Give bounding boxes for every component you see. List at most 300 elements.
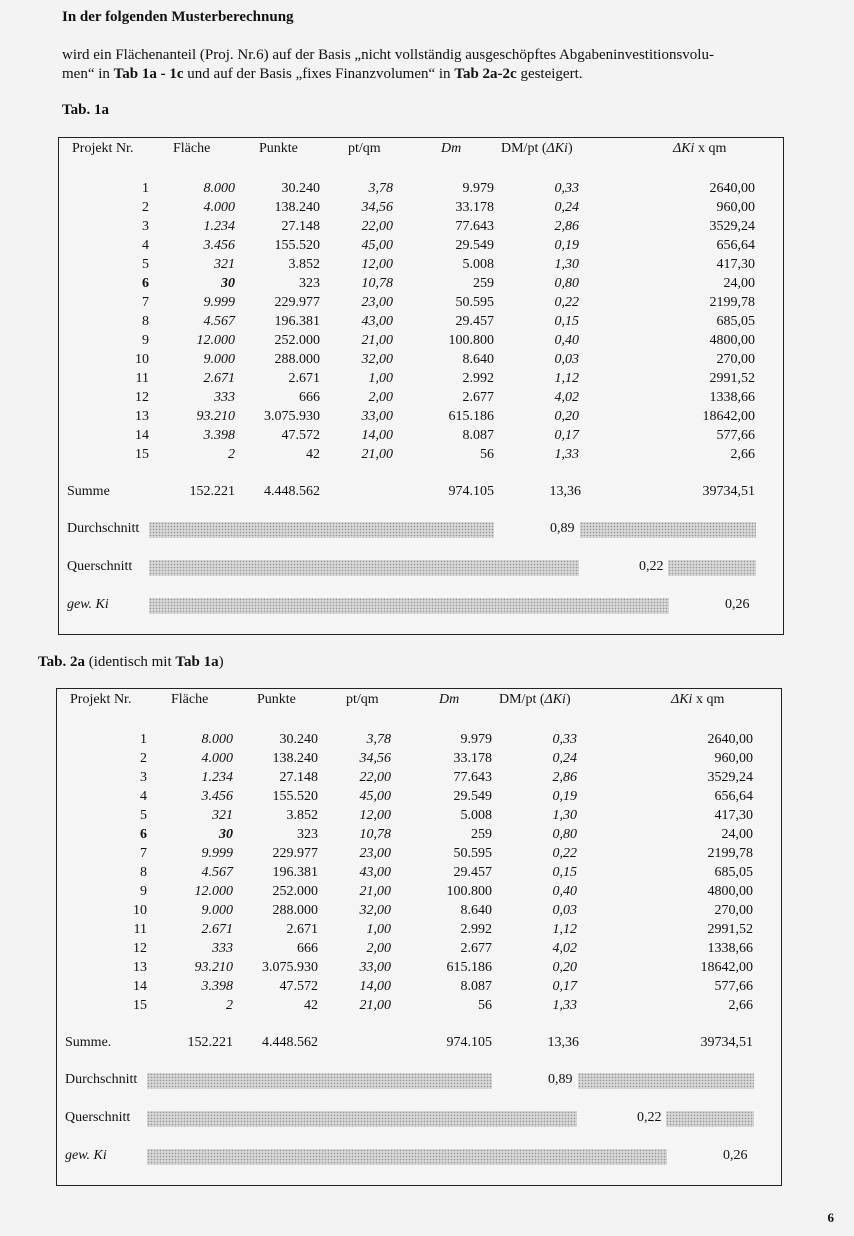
cell-dm: 9.979 bbox=[460, 732, 492, 747]
cell-kiqm: 577,66 bbox=[716, 428, 755, 443]
cell-dmpt: 4,02 bbox=[554, 390, 579, 405]
cell-punkte: 323 bbox=[299, 276, 320, 291]
cell-dmpt: 1,12 bbox=[552, 922, 577, 937]
column-header-punkte: Punkte bbox=[257, 692, 296, 707]
table-row bbox=[57, 884, 781, 903]
gewki-value: 0,26 bbox=[725, 597, 750, 612]
cell-kiqm: 2640,00 bbox=[707, 732, 753, 747]
cell-dm: 2.677 bbox=[460, 941, 492, 956]
cell-flaeche: 9.000 bbox=[203, 352, 235, 367]
cell-dmpt: 0,22 bbox=[554, 295, 579, 310]
cell-dmpt: 0,80 bbox=[554, 276, 579, 291]
cell-nr: 10 bbox=[133, 903, 147, 918]
cell-punkte: 196.381 bbox=[274, 314, 320, 329]
cell-punkte: 666 bbox=[299, 390, 320, 405]
column-header-projekt: Projekt Nr. bbox=[72, 141, 134, 156]
cell-nr: 5 bbox=[140, 808, 147, 823]
cell-kiqm: 2991,52 bbox=[707, 922, 753, 937]
cell-dmpt: 0,03 bbox=[554, 352, 579, 367]
sum-label: Summe bbox=[67, 484, 110, 499]
cell-dm: 8.640 bbox=[462, 352, 494, 367]
cell-kiqm: 24,00 bbox=[721, 827, 753, 842]
cell-nr: 1 bbox=[142, 181, 149, 196]
cell-kiqm: 270,00 bbox=[716, 352, 755, 367]
cell-flaeche: 321 bbox=[214, 257, 235, 272]
cell-dmpt: 1,30 bbox=[552, 808, 577, 823]
cell-flaeche: 30 bbox=[221, 276, 235, 291]
cell-flaeche: 3.456 bbox=[201, 789, 233, 804]
cell-punkte: 3.852 bbox=[286, 808, 318, 823]
cell-nr: 6 bbox=[142, 276, 149, 291]
cell-ptqm: 32,00 bbox=[359, 903, 391, 918]
cell-punkte: 27.148 bbox=[281, 219, 320, 234]
table-row bbox=[59, 409, 783, 428]
table-row bbox=[57, 903, 781, 922]
cell-dm: 33.178 bbox=[453, 751, 492, 766]
cell-dmpt: 0,19 bbox=[552, 789, 577, 804]
cell-flaeche: 333 bbox=[212, 941, 233, 956]
column-header-dmpt bbox=[499, 692, 571, 708]
querschnitt-value: 0,22 bbox=[639, 559, 664, 574]
cell-punkte: 2.671 bbox=[288, 371, 320, 386]
table-row bbox=[59, 238, 783, 257]
cell-kiqm: 577,66 bbox=[714, 979, 753, 994]
cell-ptqm: 10,78 bbox=[361, 276, 393, 291]
table-row bbox=[57, 751, 781, 770]
cell-kiqm: 685,05 bbox=[716, 314, 755, 329]
table-row bbox=[57, 789, 781, 808]
durchschnitt-shading bbox=[578, 1073, 754, 1089]
cell-punkte: 666 bbox=[297, 941, 318, 956]
cell-nr: 5 bbox=[142, 257, 149, 272]
cell-punkte: 30.240 bbox=[281, 181, 320, 196]
cell-nr: 14 bbox=[133, 979, 147, 994]
table-row bbox=[59, 390, 783, 409]
cell-ptqm: 12,00 bbox=[359, 808, 391, 823]
column-header-punkte: Punkte bbox=[259, 141, 298, 156]
cell-kiqm: 2,66 bbox=[730, 447, 755, 462]
table-row bbox=[59, 333, 783, 352]
cell-punkte: 27.148 bbox=[279, 770, 318, 785]
sum-dm: 974.105 bbox=[448, 484, 494, 499]
sum-dmpt: 13,36 bbox=[547, 1035, 579, 1050]
intro-text: und auf der Basis „fixes Finanzvolumen“ in bbox=[183, 66, 455, 82]
cell-punkte: 252.000 bbox=[272, 884, 318, 899]
cell-dm: 2.992 bbox=[460, 922, 492, 937]
gewki-shading bbox=[147, 1149, 667, 1165]
cell-dm: 615.186 bbox=[448, 409, 494, 424]
cell-nr: 1 bbox=[140, 732, 147, 747]
table-row bbox=[59, 257, 783, 276]
cell-ptqm: 1,00 bbox=[368, 371, 393, 386]
table-row bbox=[59, 295, 783, 314]
gewki-value: 0,26 bbox=[723, 1148, 748, 1163]
cell-nr: 8 bbox=[140, 865, 147, 880]
column-header-dmpt bbox=[501, 141, 573, 157]
intro-line-1: wird ein Flächenanteil (Proj. Nr.6) auf der Basis „nicht vollständig ausgeschöpftes Abgabeninvestitionsvolu- bbox=[62, 47, 714, 63]
cell-ptqm: 14,00 bbox=[359, 979, 391, 994]
cell-kiqm: 3529,24 bbox=[707, 770, 753, 785]
cell-ptqm: 22,00 bbox=[361, 219, 393, 234]
cell-nr: 2 bbox=[142, 200, 149, 215]
querschnitt-value: 0,22 bbox=[637, 1110, 662, 1125]
cell-nr: 13 bbox=[133, 960, 147, 975]
page-number: 6 bbox=[827, 1210, 834, 1225]
cell-dmpt: 0,20 bbox=[554, 409, 579, 424]
cell-flaeche: 4.000 bbox=[201, 751, 233, 766]
cell-punkte: 288.000 bbox=[272, 903, 318, 918]
querschnitt-shading bbox=[147, 1111, 577, 1127]
cell-dm: 2.992 bbox=[462, 371, 494, 386]
gewki-label: gew. Ki bbox=[65, 1148, 107, 1163]
cell-ptqm: 21,00 bbox=[361, 333, 393, 348]
cell-ptqm: 32,00 bbox=[361, 352, 393, 367]
cell-nr: 15 bbox=[135, 447, 149, 462]
table-row bbox=[59, 219, 783, 238]
cell-punkte: 3.852 bbox=[288, 257, 320, 272]
cell-nr: 7 bbox=[142, 295, 149, 310]
cell-flaeche: 2.671 bbox=[201, 922, 233, 937]
table-row bbox=[57, 960, 781, 979]
cell-flaeche: 9.000 bbox=[201, 903, 233, 918]
cell-kiqm: 18642,00 bbox=[700, 960, 753, 975]
cell-punkte: 30.240 bbox=[279, 732, 318, 747]
cell-dm: 56 bbox=[480, 447, 494, 462]
cell-punkte: 47.572 bbox=[279, 979, 318, 994]
cell-dmpt: 0,40 bbox=[552, 884, 577, 899]
cell-ptqm: 45,00 bbox=[359, 789, 391, 804]
cell-nr: 4 bbox=[142, 238, 149, 253]
cell-dm: 77.643 bbox=[453, 770, 492, 785]
cell-punkte: 288.000 bbox=[274, 352, 320, 367]
cell-dm: 56 bbox=[478, 998, 492, 1013]
table-row bbox=[57, 827, 781, 846]
sum-punkte: 4.448.562 bbox=[262, 1035, 318, 1050]
cell-dmpt: 0,17 bbox=[552, 979, 577, 994]
durchschnitt-value: 0,89 bbox=[550, 521, 575, 536]
cell-ptqm: 43,00 bbox=[359, 865, 391, 880]
cell-dmpt: 0,19 bbox=[554, 238, 579, 253]
cell-ptqm: 14,00 bbox=[361, 428, 393, 443]
cell-flaeche: 3.398 bbox=[203, 428, 235, 443]
cell-nr: 4 bbox=[140, 789, 147, 804]
cell-dmpt: 0,24 bbox=[554, 200, 579, 215]
cell-kiqm: 2991,52 bbox=[709, 371, 755, 386]
cell-nr: 12 bbox=[133, 941, 147, 956]
table-row bbox=[57, 865, 781, 884]
column-header-flaeche: Fläche bbox=[173, 141, 211, 156]
sum-dm: 974.105 bbox=[446, 1035, 492, 1050]
querschnitt-shading bbox=[666, 1111, 754, 1127]
cell-nr: 15 bbox=[133, 998, 147, 1013]
cell-dm: 29.457 bbox=[453, 865, 492, 880]
intro-text: men“ in bbox=[62, 66, 114, 82]
cell-dmpt: 2,86 bbox=[554, 219, 579, 234]
sum-punkte: 4.448.562 bbox=[264, 484, 320, 499]
cell-nr: 9 bbox=[140, 884, 147, 899]
cell-kiqm: 3529,24 bbox=[709, 219, 755, 234]
cell-flaeche: 321 bbox=[212, 808, 233, 823]
table-row bbox=[57, 998, 781, 1017]
cell-dm: 33.178 bbox=[455, 200, 494, 215]
cell-punkte: 3.075.930 bbox=[262, 960, 318, 975]
table-row bbox=[57, 979, 781, 998]
gewki-label: gew. Ki bbox=[67, 597, 109, 612]
cell-flaeche: 3.398 bbox=[201, 979, 233, 994]
cell-ptqm: 2,00 bbox=[366, 941, 391, 956]
cell-punkte: 2.671 bbox=[286, 922, 318, 937]
cell-kiqm: 2640,00 bbox=[709, 181, 755, 196]
cell-dm: 5.008 bbox=[462, 257, 494, 272]
header-text: ) bbox=[565, 692, 571, 707]
cell-punkte: 138.240 bbox=[274, 200, 320, 215]
cell-dm: 5.008 bbox=[460, 808, 492, 823]
cell-dmpt: 0,40 bbox=[554, 333, 579, 348]
header-text: ΔKi bbox=[671, 692, 693, 707]
cell-flaeche: 4.567 bbox=[201, 865, 233, 880]
cell-flaeche: 93.210 bbox=[196, 409, 235, 424]
cell-dmpt: 2,86 bbox=[552, 770, 577, 785]
table-1a bbox=[58, 137, 784, 635]
cell-punkte: 42 bbox=[306, 447, 320, 462]
cell-ptqm: 21,00 bbox=[361, 447, 393, 462]
cell-dm: 100.800 bbox=[446, 884, 492, 899]
cell-nr: 2 bbox=[140, 751, 147, 766]
table-row bbox=[59, 200, 783, 219]
cell-dm: 77.643 bbox=[455, 219, 494, 234]
cell-punkte: 47.572 bbox=[281, 428, 320, 443]
cell-dmpt: 0,33 bbox=[552, 732, 577, 747]
header-text: x qm bbox=[692, 692, 725, 707]
table-row bbox=[59, 181, 783, 200]
cell-ptqm: 34,56 bbox=[361, 200, 393, 215]
cell-dm: 615.186 bbox=[446, 960, 492, 975]
header-text: ΔKi bbox=[673, 141, 695, 156]
cell-flaeche: 30 bbox=[219, 827, 233, 842]
column-header-dm: Dm bbox=[441, 141, 462, 156]
cell-nr: 11 bbox=[133, 922, 147, 937]
cell-dmpt: 1,33 bbox=[552, 998, 577, 1013]
cell-dm: 259 bbox=[471, 827, 492, 842]
cell-dmpt: 0,33 bbox=[554, 181, 579, 196]
cell-flaeche: 4.567 bbox=[203, 314, 235, 329]
cell-punkte: 229.977 bbox=[274, 295, 320, 310]
cell-dm: 2.677 bbox=[462, 390, 494, 405]
cell-dm: 8.640 bbox=[460, 903, 492, 918]
cell-nr: 12 bbox=[135, 390, 149, 405]
sum-kiqm: 39734,51 bbox=[702, 484, 755, 499]
cell-ptqm: 2,00 bbox=[368, 390, 393, 405]
sum-flaeche: 152.221 bbox=[189, 484, 235, 499]
cell-kiqm: 2,66 bbox=[728, 998, 753, 1013]
header-text: x qm bbox=[694, 141, 727, 156]
sum-label: Summe. bbox=[65, 1035, 112, 1050]
cell-ptqm: 34,56 bbox=[359, 751, 391, 766]
column-header-flaeche: Fläche bbox=[171, 692, 209, 707]
table-row bbox=[57, 941, 781, 960]
cell-dm: 259 bbox=[473, 276, 494, 291]
cell-kiqm: 4800,00 bbox=[709, 333, 755, 348]
cell-punkte: 3.075.930 bbox=[264, 409, 320, 424]
sum-flaeche: 152.221 bbox=[187, 1035, 233, 1050]
cell-flaeche: 3.456 bbox=[203, 238, 235, 253]
cell-flaeche: 93.210 bbox=[194, 960, 233, 975]
intro-paragraph bbox=[62, 46, 782, 84]
durchschnitt-shading bbox=[580, 522, 756, 538]
cell-flaeche: 2.671 bbox=[203, 371, 235, 386]
cell-kiqm: 685,05 bbox=[714, 865, 753, 880]
cell-kiqm: 1338,66 bbox=[707, 941, 753, 956]
cell-ptqm: 43,00 bbox=[361, 314, 393, 329]
cell-flaeche: 9.999 bbox=[203, 295, 235, 310]
cell-dm: 50.595 bbox=[453, 846, 492, 861]
sum-dmpt: 13,36 bbox=[549, 484, 581, 499]
header-text: ΔKi bbox=[544, 692, 566, 707]
querschnitt-label: Querschnitt bbox=[65, 1110, 131, 1125]
cell-ptqm: 3,78 bbox=[366, 732, 391, 747]
cell-dm: 100.800 bbox=[448, 333, 494, 348]
cell-nr: 3 bbox=[140, 770, 147, 785]
cell-ptqm: 10,78 bbox=[359, 827, 391, 842]
table-2-title: Tab. 2a (identisch mit Tab 1a) bbox=[38, 654, 224, 670]
cell-punkte: 323 bbox=[297, 827, 318, 842]
cell-kiqm: 960,00 bbox=[714, 751, 753, 766]
cell-flaeche: 2 bbox=[226, 998, 233, 1013]
cell-kiqm: 2199,78 bbox=[709, 295, 755, 310]
durchschnitt-shading bbox=[149, 522, 494, 538]
cell-nr: 13 bbox=[135, 409, 149, 424]
cell-flaeche: 1.234 bbox=[201, 770, 233, 785]
cell-kiqm: 2199,78 bbox=[707, 846, 753, 861]
cell-ptqm: 21,00 bbox=[359, 998, 391, 1013]
sum-kiqm: 39734,51 bbox=[700, 1035, 753, 1050]
table-row bbox=[57, 808, 781, 827]
querschnitt-shading bbox=[149, 560, 579, 576]
cell-punkte: 155.520 bbox=[274, 238, 320, 253]
cell-ptqm: 1,00 bbox=[366, 922, 391, 937]
table-row bbox=[59, 352, 783, 371]
cell-dmpt: 0,15 bbox=[552, 865, 577, 880]
cell-ptqm: 23,00 bbox=[359, 846, 391, 861]
header-text: DM/pt ( bbox=[501, 141, 547, 156]
cell-ptqm: 23,00 bbox=[361, 295, 393, 310]
durchschnitt-shading bbox=[147, 1073, 492, 1089]
table-row bbox=[59, 447, 783, 466]
cell-kiqm: 1338,66 bbox=[709, 390, 755, 405]
cell-flaeche: 4.000 bbox=[203, 200, 235, 215]
cell-dm: 9.979 bbox=[462, 181, 494, 196]
cell-kiqm: 24,00 bbox=[723, 276, 755, 291]
column-header-kiqm bbox=[673, 141, 726, 157]
cell-flaeche: 9.999 bbox=[201, 846, 233, 861]
cell-dmpt: 0,15 bbox=[554, 314, 579, 329]
cell-dm: 8.087 bbox=[460, 979, 492, 994]
cell-punkte: 229.977 bbox=[272, 846, 318, 861]
cell-dmpt: 0,80 bbox=[552, 827, 577, 842]
table-2a bbox=[56, 688, 782, 1186]
cell-dmpt: 0,22 bbox=[552, 846, 577, 861]
durchschnitt-label: Durchschnitt bbox=[67, 521, 140, 536]
table-row bbox=[57, 922, 781, 941]
cell-ptqm: 33,00 bbox=[361, 409, 393, 424]
cell-dm: 29.457 bbox=[455, 314, 494, 329]
cell-dmpt: 1,33 bbox=[554, 447, 579, 462]
cell-nr: 10 bbox=[135, 352, 149, 367]
header-text: DM/pt ( bbox=[499, 692, 545, 707]
cell-flaeche: 333 bbox=[214, 390, 235, 405]
cell-punkte: 138.240 bbox=[272, 751, 318, 766]
cell-nr: 8 bbox=[142, 314, 149, 329]
column-header-kiqm bbox=[671, 692, 724, 708]
tab2-reference: Tab 2a-2c bbox=[454, 66, 517, 82]
table-row bbox=[59, 371, 783, 390]
cell-ptqm: 12,00 bbox=[361, 257, 393, 272]
cell-nr: 6 bbox=[140, 827, 147, 842]
table-row bbox=[57, 770, 781, 789]
cell-punkte: 196.381 bbox=[272, 865, 318, 880]
cell-flaeche: 8.000 bbox=[201, 732, 233, 747]
cell-ptqm: 22,00 bbox=[359, 770, 391, 785]
table-row bbox=[59, 428, 783, 447]
cell-flaeche: 12.000 bbox=[196, 333, 235, 348]
cell-ptqm: 21,00 bbox=[359, 884, 391, 899]
cell-flaeche: 8.000 bbox=[203, 181, 235, 196]
cell-kiqm: 656,64 bbox=[714, 789, 753, 804]
querschnitt-shading bbox=[668, 560, 756, 576]
durchschnitt-label: Durchschnitt bbox=[65, 1072, 138, 1087]
cell-kiqm: 417,30 bbox=[714, 808, 753, 823]
table-row bbox=[57, 846, 781, 865]
cell-ptqm: 33,00 bbox=[359, 960, 391, 975]
intro-text: gesteigert. bbox=[516, 66, 583, 82]
cell-dmpt: 4,02 bbox=[552, 941, 577, 956]
cell-dmpt: 0,03 bbox=[552, 903, 577, 918]
cell-nr: 11 bbox=[135, 371, 149, 386]
cell-kiqm: 417,30 bbox=[716, 257, 755, 272]
column-header-ptqm: pt/qm bbox=[348, 141, 381, 156]
cell-dmpt: 1,30 bbox=[554, 257, 579, 272]
cell-ptqm: 45,00 bbox=[361, 238, 393, 253]
querschnitt-label: Querschnitt bbox=[67, 559, 133, 574]
cell-punkte: 252.000 bbox=[274, 333, 320, 348]
cell-kiqm: 270,00 bbox=[714, 903, 753, 918]
cell-nr: 9 bbox=[142, 333, 149, 348]
cell-punkte: 155.520 bbox=[272, 789, 318, 804]
cell-nr: 3 bbox=[142, 219, 149, 234]
cell-punkte: 42 bbox=[304, 998, 318, 1013]
cell-dm: 29.549 bbox=[455, 238, 494, 253]
cell-dm: 8.087 bbox=[462, 428, 494, 443]
cell-kiqm: 18642,00 bbox=[702, 409, 755, 424]
cell-dmpt: 0,20 bbox=[552, 960, 577, 975]
cell-flaeche: 1.234 bbox=[203, 219, 235, 234]
cell-kiqm: 4800,00 bbox=[707, 884, 753, 899]
cell-dm: 50.595 bbox=[455, 295, 494, 310]
cell-ptqm: 3,78 bbox=[368, 181, 393, 196]
header-text: ) bbox=[567, 141, 573, 156]
column-header-projekt: Projekt Nr. bbox=[70, 692, 132, 707]
cell-dmpt: 0,17 bbox=[554, 428, 579, 443]
table-row bbox=[59, 314, 783, 333]
column-header-ptqm: pt/qm bbox=[346, 692, 379, 707]
gewki-shading bbox=[149, 598, 669, 614]
cell-flaeche: 12.000 bbox=[194, 884, 233, 899]
tab1-reference: Tab 1a - 1c bbox=[113, 66, 184, 82]
cell-dmpt: 1,12 bbox=[554, 371, 579, 386]
cell-kiqm: 960,00 bbox=[716, 200, 755, 215]
table-row bbox=[57, 732, 781, 751]
cell-dm: 29.549 bbox=[453, 789, 492, 804]
